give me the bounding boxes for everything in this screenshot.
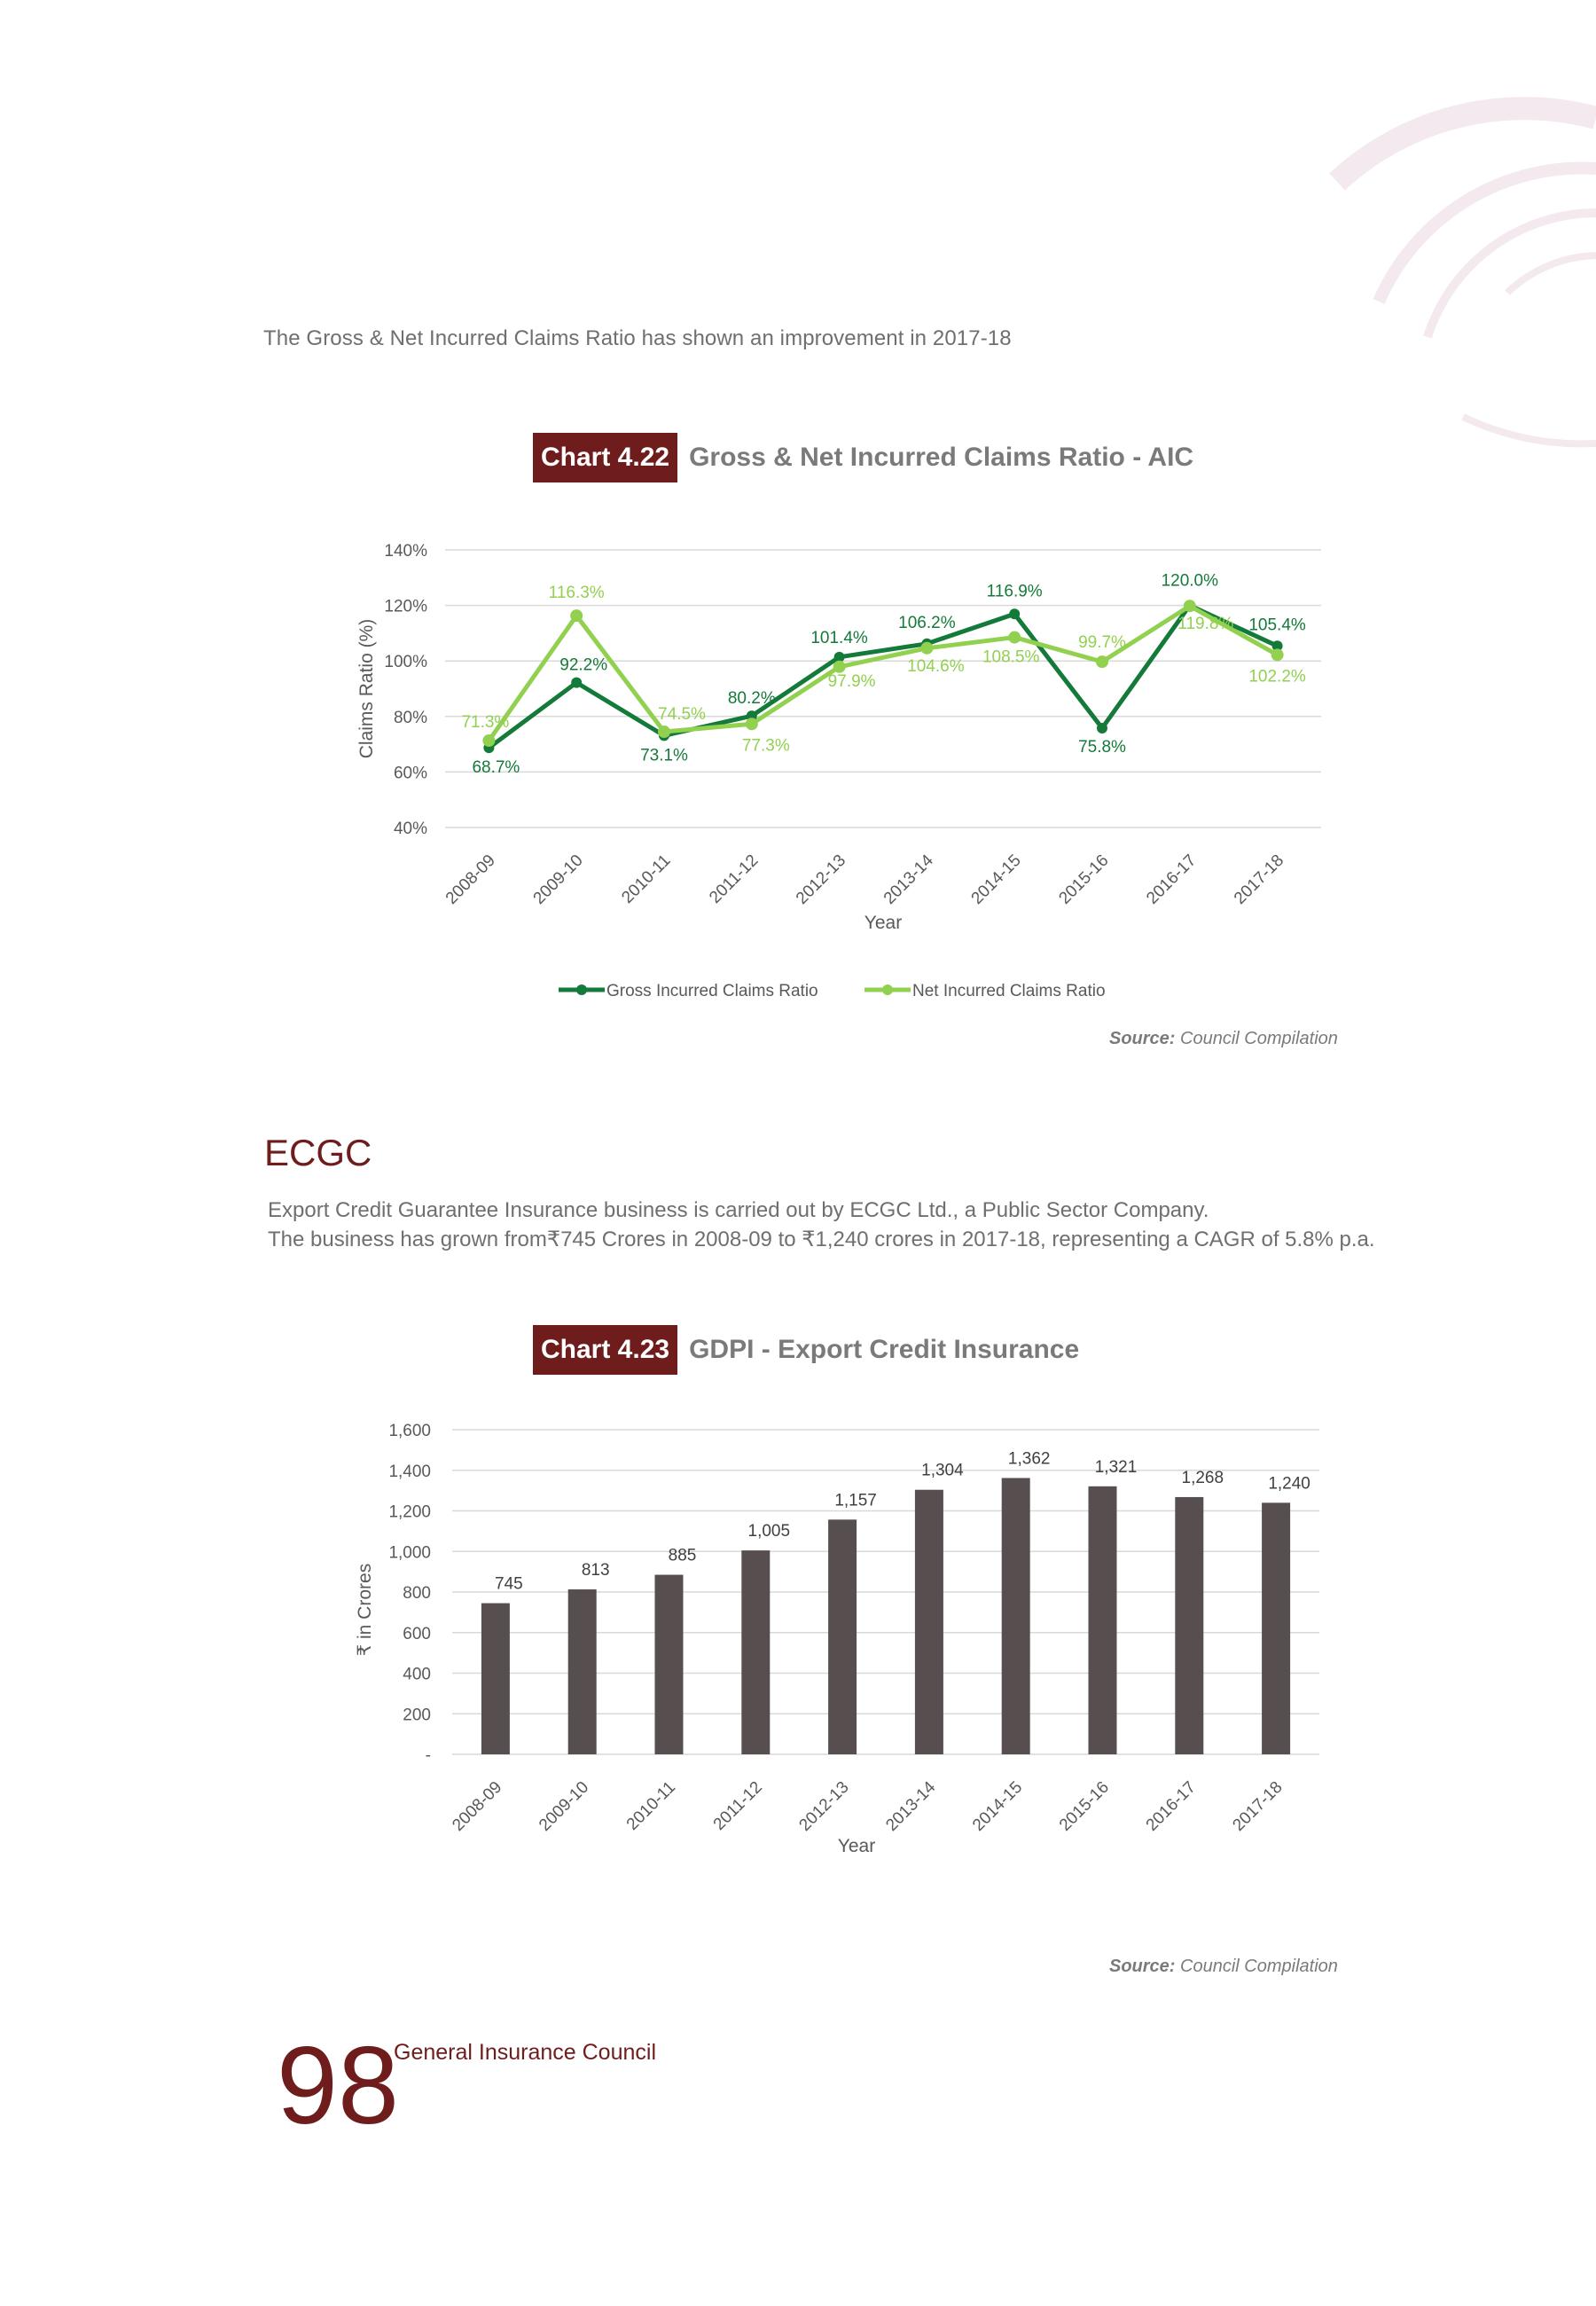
section-line-2: The business has grown from₹745 Crores in 2008-09 to ₹1,240 crores in 2017-18, representing a CAGR of 5.8% p.a.: [268, 1228, 1375, 1251]
chart-4-22-title: [533, 433, 1193, 482]
bar: [1089, 1486, 1117, 1754]
x-tick-label: 2016-17: [1143, 851, 1201, 908]
chart-4-23-title: [533, 1325, 1079, 1375]
x-tick-label: 2017-18: [1229, 1777, 1287, 1835]
y-tick-label: 120%: [384, 597, 427, 616]
gross-data-label: 120.0%: [1161, 571, 1219, 591]
legend-marker: [576, 984, 587, 995]
y-tick-label: 1,000: [388, 1543, 431, 1563]
y-tick-label: 140%: [384, 542, 427, 561]
bar-value-label: 1,321: [1094, 1457, 1138, 1477]
net-data-label: 108.5%: [982, 647, 1040, 667]
intro-text: The Gross & Net Incurred Claims Ratio has shown an improvement in 2017-18: [263, 326, 1012, 350]
bar: [655, 1575, 684, 1754]
page-number: 98: [277, 2025, 399, 2147]
gross-data-label: 73.1%: [640, 746, 688, 765]
section-line-1: Export Credit Guarantee Insurance business is carried out by ECGC Ltd., a Public Sector Company.: [268, 1198, 1209, 1222]
y-tick-label: 200: [403, 1706, 431, 1725]
source-text: Council Compilation: [1180, 1029, 1338, 1048]
x-tick-label: 2010-11: [622, 1777, 680, 1834]
gdpi-bar-chart: [0, 1401, 1596, 1880]
net-data-label: 116.3%: [548, 584, 605, 603]
bar: [1002, 1478, 1030, 1754]
chart-4-23-number: Chart 4.23: [533, 1325, 677, 1375]
section-heading: ECGC: [264, 1132, 372, 1173]
net-data-label: 102.2%: [1248, 667, 1306, 686]
x-tick-label: 2013-14: [880, 851, 937, 908]
legend-label: Gross Incurred Claims Ratio: [606, 982, 818, 1000]
bar-value-label: 1,304: [921, 1461, 964, 1480]
x-axis-title: Year: [837, 1836, 876, 1856]
y-tick-label: -: [425, 1746, 431, 1765]
chart-4-22-number: Chart 4.22: [533, 433, 677, 482]
source-label: Source:: [1109, 1957, 1176, 1976]
chart-4-23-name: GDPI - Export Credit Insurance: [689, 1335, 1080, 1364]
gross-data-label: 101.4%: [810, 628, 868, 647]
bar-value-label: 1,240: [1268, 1474, 1310, 1494]
gross-data-label: 116.9%: [986, 582, 1043, 601]
x-tick-label: 2008-09: [449, 1777, 506, 1835]
x-tick-label: 2017-18: [1230, 851, 1288, 908]
x-tick-label: 2015-16: [1055, 1777, 1114, 1835]
x-tick-label: 2012-13: [795, 1777, 853, 1835]
y-tick-label: 1,200: [388, 1502, 431, 1522]
gross-data-label: 75.8%: [1078, 737, 1126, 757]
bar-value-label: 1,157: [834, 1491, 877, 1510]
x-tick-label: 2010-11: [618, 851, 675, 907]
y-tick-label: 800: [403, 1584, 431, 1603]
gross-data-label: 106.2%: [898, 613, 956, 632]
bar: [741, 1550, 770, 1754]
bar: [915, 1490, 943, 1754]
y-tick-label: 400: [403, 1665, 431, 1684]
net-data-point: [1184, 600, 1196, 612]
net-data-label: 104.6%: [907, 656, 965, 676]
net-data-label: 119.8%: [1177, 615, 1234, 634]
net-data-label: 99.7%: [1078, 633, 1126, 653]
chart-4-23-source: [1109, 1957, 1338, 1977]
x-tick-label: 2012-13: [792, 851, 850, 908]
claims-ratio-line-chart: [0, 523, 1596, 1020]
y-tick-label: 80%: [393, 708, 427, 727]
net-data-label: 74.5%: [658, 705, 706, 725]
x-tick-label: 2011-12: [706, 851, 763, 907]
bar-value-label: 1,005: [747, 1522, 791, 1541]
chart-4-22-name: Gross & Net Incurred Claims Ratio - AIC: [689, 443, 1194, 472]
bar: [828, 1519, 857, 1754]
x-tick-label: 2016-17: [1142, 1777, 1200, 1835]
x-tick-label: 2014-15: [967, 851, 1025, 908]
gross-data-label: 68.7%: [472, 758, 520, 778]
y-tick-label: 1,600: [388, 1422, 431, 1440]
gross-data-point: [1097, 723, 1107, 733]
net-data-point: [482, 734, 495, 747]
net-data-point: [920, 642, 933, 655]
legend-label: Net Incurred Claims Ratio: [912, 982, 1106, 1000]
bar-value-label: 885: [668, 1546, 697, 1565]
y-tick-label: 600: [403, 1624, 431, 1643]
gross-data-point: [1009, 608, 1020, 619]
x-tick-label: 2011-12: [709, 1777, 766, 1834]
bar-value-label: 1,362: [1007, 1449, 1051, 1469]
x-tick-label: 2014-15: [969, 1777, 1027, 1835]
y-axis-title: ₹ in Crores: [355, 1563, 375, 1657]
bar-value-label: 813: [581, 1561, 610, 1580]
publisher-name: General Insurance Council: [394, 2040, 656, 2065]
source-text: Council Compilation: [1180, 1957, 1338, 1976]
x-tick-label: 2008-09: [442, 851, 499, 908]
net-data-point: [1096, 655, 1108, 668]
net-data-point: [1008, 631, 1021, 644]
y-axis-title: Claims Ratio (%): [356, 618, 377, 759]
x-tick-label: 2009-10: [529, 851, 587, 908]
y-tick-label: 1,400: [388, 1462, 431, 1481]
net-data-label: 97.9%: [827, 671, 876, 691]
bar-value-label: 745: [495, 1574, 523, 1594]
x-tick-label: 2013-14: [882, 1777, 940, 1835]
x-axis-title: Year: [864, 913, 903, 933]
bar: [568, 1589, 597, 1754]
net-data-point: [833, 661, 846, 673]
net-data-point: [1271, 648, 1284, 661]
gross-data-label: 80.2%: [727, 689, 776, 709]
bar: [481, 1604, 510, 1754]
legend-marker: [882, 984, 893, 995]
net-data-label: 77.3%: [741, 736, 790, 756]
gross-data-label: 105.4%: [1248, 616, 1306, 635]
y-tick-label: 60%: [393, 764, 427, 783]
x-tick-label: 2015-16: [1055, 851, 1113, 908]
bar-value-label: 1,268: [1181, 1468, 1224, 1487]
net-data-label: 71.3%: [461, 713, 510, 733]
y-tick-label: 100%: [384, 653, 427, 672]
bar: [1175, 1497, 1203, 1754]
net-data-point: [658, 726, 670, 738]
gross-data-label: 92.2%: [559, 655, 608, 675]
net-data-point: [746, 718, 758, 730]
y-tick-label: 40%: [393, 820, 427, 838]
net-data-point: [570, 609, 583, 622]
x-tick-label: 2009-10: [536, 1777, 593, 1835]
bar: [1262, 1502, 1290, 1754]
gross-data-point: [571, 678, 582, 688]
source-label: Source:: [1109, 1029, 1176, 1048]
chart-4-22-source: [1109, 1029, 1338, 1049]
